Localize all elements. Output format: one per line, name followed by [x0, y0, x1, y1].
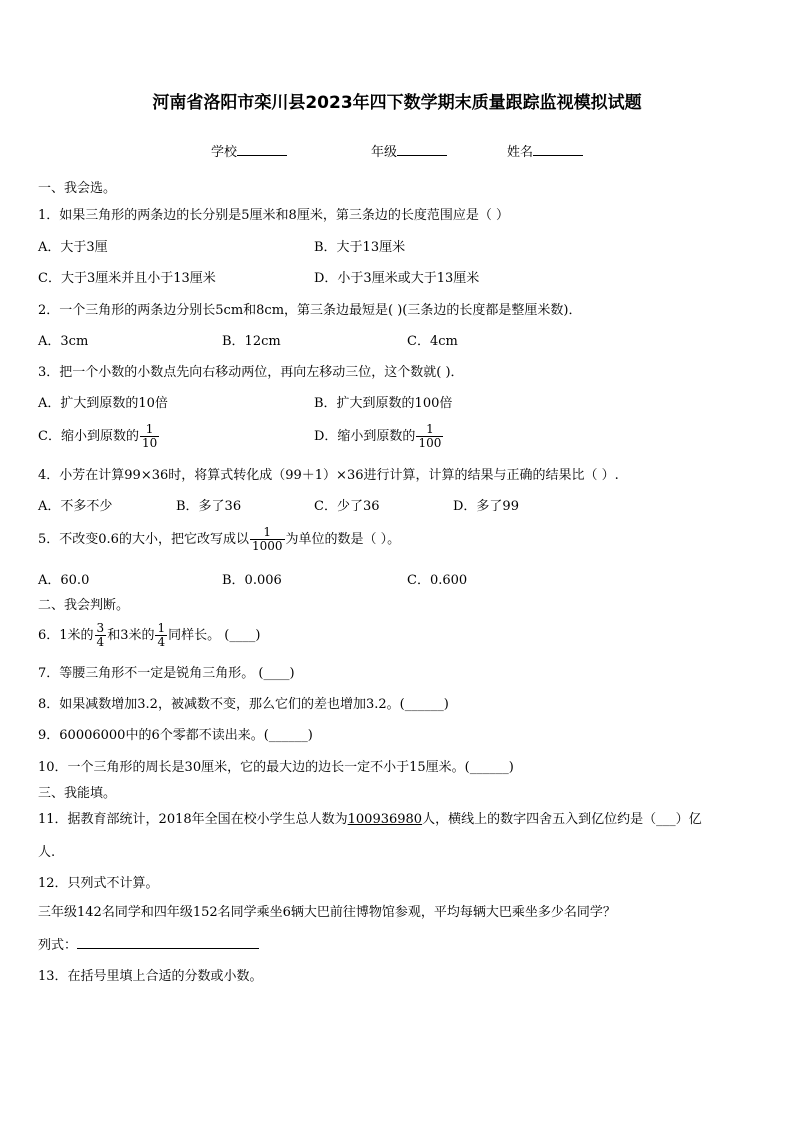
q2-option-a[interactable]: A．3cm	[38, 334, 89, 349]
question-13: 13．在括号里填上合适的分数或小数。	[38, 969, 263, 984]
q4-option-d[interactable]: D．多了99	[453, 499, 519, 514]
question-11-continued: 人.	[38, 845, 56, 860]
q3-option-c[interactable]	[38, 423, 160, 450]
name-blank[interactable]	[533, 143, 583, 156]
q1-option-a[interactable]: A．大于3厘	[38, 240, 108, 255]
q11-post: 人，横线上的数字四舍五入到亿位约是（___）亿	[422, 812, 702, 827]
q4-option-b[interactable]: B．多了36	[176, 499, 242, 514]
question-5-stem	[38, 526, 400, 553]
fraction-numerator: 1	[145, 422, 154, 436]
section-3-heading: 三、我能填。	[38, 786, 117, 801]
q6-fraction-1	[95, 622, 107, 649]
q3-option-a[interactable]: A．扩大到原数的10倍	[38, 396, 168, 411]
section-2-heading: 二、我会判断。	[38, 598, 130, 613]
q3-option-d-text: D．缩小到原数的	[314, 429, 416, 444]
question-7: 7．等腰三角形不一定是锐角三角形。 (____)	[38, 666, 295, 681]
q5-fraction	[250, 526, 285, 553]
q4-option-c[interactable]: C．少了36	[314, 499, 380, 514]
question-2-stem: 2．一个三角形的两条边分别长5cm和8cm，第三条边最短是( )(三条边的长度都是整厘米数)．	[38, 303, 582, 318]
grade-field	[371, 141, 447, 160]
fraction-numerator: 1	[263, 525, 272, 539]
question-12-body: 三年级142名同学和四年级152名同学乘坐6辆大巴前往博物馆参观，平均每辆大巴乘坐多少名同学？	[38, 905, 616, 920]
q3-option-b[interactable]: B．扩大到原数的100倍	[314, 396, 453, 411]
fraction-numerator: 1	[426, 422, 434, 436]
page-title: 河南省洛阳市栾川县2023年四下数学期末质量跟踪监视模拟试题	[152, 93, 642, 113]
question-1-stem: 1．如果三角形的两条边的长分别是5厘米和8厘米，第三条边的长度范围应是（ ）	[38, 208, 509, 223]
question-11	[38, 812, 702, 828]
question-3-stem: 3．把一个小数的小数点先向右移动两位，再向左移动三位，这个数就( )．	[38, 365, 464, 380]
question-4-stem: 4．小芳在计算99×36时，将算式转化成（99＋1）×36进行计算，计算的结果与正确的结果比（ ）.	[38, 468, 619, 483]
q1-option-b[interactable]: B．大于13厘米	[314, 240, 406, 255]
q3-option-c-fraction	[140, 423, 159, 450]
name-label: 姓名	[507, 145, 534, 160]
name-field	[507, 141, 583, 160]
q6-fraction-2	[155, 622, 167, 649]
fraction-denominator: 4	[157, 635, 166, 649]
q6-pre: 6．1米的	[38, 628, 94, 643]
school-field	[211, 141, 287, 160]
q5-option-b[interactable]: B．0.006	[222, 573, 282, 588]
question-12-answer	[38, 936, 259, 954]
answer-label: 列式：	[38, 938, 78, 953]
q1-option-d[interactable]: D．小于3厘米或大于13厘米	[314, 271, 480, 286]
grade-label: 年级	[371, 145, 398, 160]
q5-option-a[interactable]: A．60.0	[38, 573, 90, 588]
fraction-numerator: 1	[157, 621, 166, 635]
q3-option-c-text: C．缩小到原数的	[38, 429, 139, 444]
fraction-denominator: 100	[418, 436, 442, 450]
q3-option-d[interactable]	[314, 423, 444, 450]
q6-mid: 和3米的	[107, 628, 155, 643]
q11-underlined-number: 100936980	[347, 812, 423, 827]
question-10: 10．一个三角形的周长是30厘米，它的最大边的边长一定不小于15厘米。(______)	[38, 760, 514, 775]
grade-blank[interactable]	[397, 143, 447, 156]
school-blank[interactable]	[237, 143, 287, 156]
q3-option-d-fraction	[416, 423, 443, 450]
answer-blank[interactable]	[77, 936, 259, 949]
question-12-stem: 12．只列式不计算。	[38, 876, 159, 891]
q6-post: 同样长。 (____)	[168, 628, 261, 643]
q2-option-c[interactable]: C．4cm	[407, 334, 458, 349]
fraction-numerator: 3	[96, 621, 105, 635]
question-8: 8．如果减数增加3.2，被减数不变，那么它们的差也增加3.2。(______)	[38, 697, 449, 712]
section-1-heading: 一、我会选。	[38, 181, 117, 196]
q5-stem-pre: 5．不改变0.6的大小，把它改写成以	[38, 532, 249, 547]
question-9: 9．60006000中的6个零都不读出来。(______)	[38, 728, 313, 743]
q5-stem-post: 为单位的数是（ ）。	[285, 532, 401, 547]
q1-option-c[interactable]: C．大于3厘米并且小于13厘米	[38, 271, 216, 286]
fraction-denominator: 4	[96, 635, 105, 649]
q11-pre: 11．据教育部统计，2018年全国在校小学生总人数为	[38, 812, 348, 827]
school-label: 学校	[211, 145, 238, 160]
fraction-denominator: 10	[141, 436, 158, 450]
question-6	[38, 622, 260, 649]
fraction-denominator: 1000	[251, 539, 283, 553]
q4-option-a[interactable]: A．不多不少	[38, 499, 113, 514]
q5-option-c[interactable]: C．0.600	[407, 573, 468, 588]
q2-option-b[interactable]: B．12cm	[222, 334, 281, 349]
